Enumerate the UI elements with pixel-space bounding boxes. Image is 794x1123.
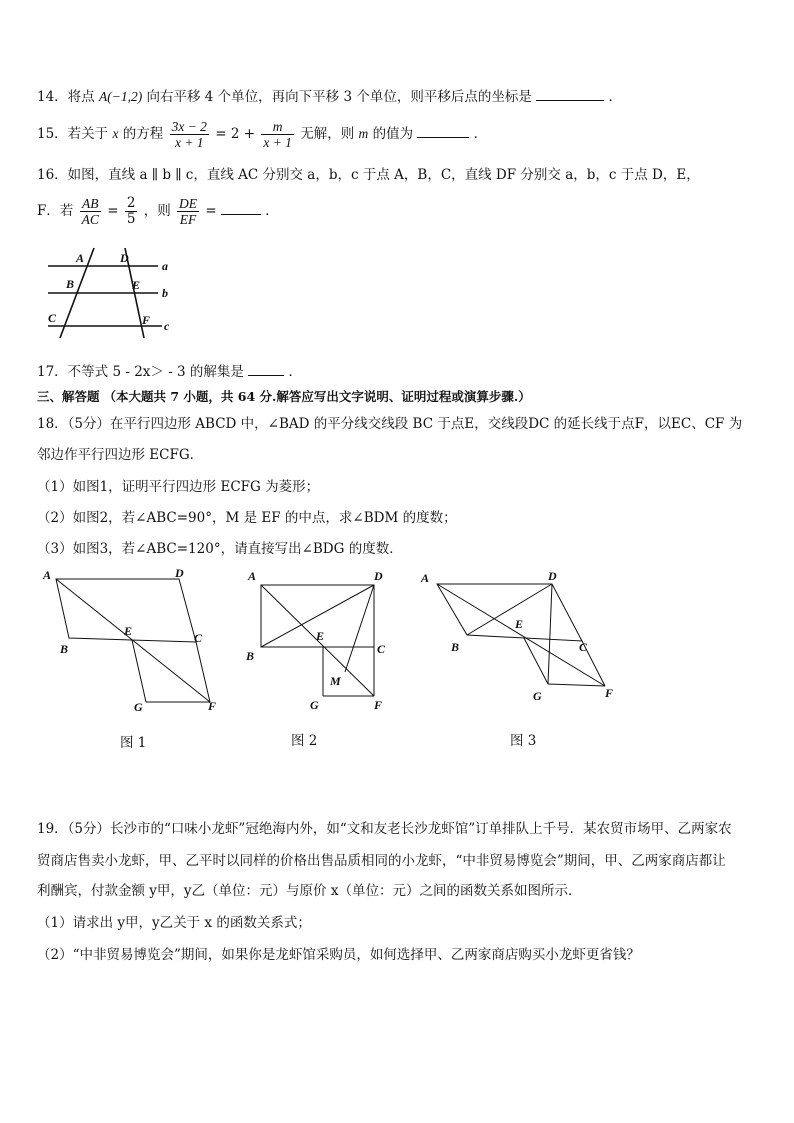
parallelogram-abcd	[437, 584, 582, 641]
segment-af	[56, 579, 210, 702]
q16-fraction-2	[125, 196, 138, 227]
question-19-line-2: 贸商店售卖小龙虾，甲、乙平时以同样的价格出售品质相同的小龙虾，“中非贸易博览会”期间，甲、乙两家商店都让	[37, 853, 726, 869]
question-19-line-3: 利酬宾，付款金额 y甲，y乙（单位：元）与原价 x（单位：元）之间的函数关系如图所示．	[37, 883, 582, 899]
question-19-part-2: （2）“中非贸易博览会”期间，如果你是龙虾馆采购员，如何选择甲、乙两家商店购买小龙虾更省钱？	[37, 947, 640, 963]
label-D: D	[120, 251, 129, 265]
label-B: B	[66, 277, 75, 291]
label-c: c	[164, 319, 170, 333]
q17-answer-blank[interactable]	[248, 363, 284, 376]
question-18-part-2: （2）如图2，若∠ABC=90°，M 是 EF 的中点，求∠BDM 的度数；	[37, 510, 457, 526]
q15-var-x: x	[112, 126, 119, 141]
q14-point: A(−1,2)	[98, 89, 143, 104]
fig3-label-F: F	[605, 686, 614, 700]
q16-eq: =	[107, 203, 119, 219]
q15-text-a: 15．若关于	[37, 126, 109, 142]
q15-fraction-1	[170, 119, 209, 150]
q18-figure-3	[415, 565, 630, 715]
fig3-label-C: C	[579, 640, 588, 654]
section-3-prefix: 三、解答题	[37, 389, 100, 404]
q15-text-b: 的方程	[122, 126, 164, 142]
segment-af	[437, 584, 605, 686]
question-16-line-1: 16．如图，直线 a ∥ b ∥ c，直线 AC 分别交 a，b，c 于点 A，B，C，直线 DF 分别交 a，b，c 于点 D，E，	[37, 167, 700, 183]
fig1-label-D: D	[175, 566, 184, 580]
q15-answer-blank[interactable]	[417, 125, 469, 138]
fig3-label-B: B	[451, 640, 460, 654]
fig2-label-D: D	[374, 569, 383, 583]
question-14	[37, 88, 622, 106]
q15-fraction-2	[261, 119, 294, 150]
fig2-label-F: F	[374, 698, 383, 712]
q16-fraction-1	[80, 196, 101, 227]
segment-dg	[548, 584, 552, 684]
label-b: b	[162, 286, 168, 300]
fig1-label-F: F	[208, 699, 217, 713]
fig2-label-M: M	[330, 674, 341, 688]
q16-end: ．	[265, 203, 279, 219]
q16-answer-blank[interactable]	[221, 202, 261, 215]
fig3-label-A: A	[421, 571, 430, 585]
label-F: F	[142, 313, 151, 327]
question-19-part-1: （1）请求出 y甲，y乙关于 x 的函数关系式；	[37, 915, 311, 931]
fig2-label-C: C	[377, 642, 386, 656]
fig2-caption: 图 2	[291, 733, 318, 749]
q17-text: 17．不等式 5 - 2x＞ - 3 的解集是	[37, 364, 244, 380]
q16-frac3-num: DE	[179, 196, 198, 211]
label-C: C	[48, 311, 57, 325]
q16-frac2-den: 5	[126, 211, 136, 227]
fig2-label-B: B	[246, 649, 255, 663]
question-19-line-1: 19．（5分）长沙市的“口味小龙虾”冠绝海内外，如“文和友老长沙龙虾馆”订单排队上千号．某农贸市场甲、乙两家农	[37, 821, 732, 837]
segment-eg	[524, 638, 548, 684]
fig1-label-A: A	[43, 568, 52, 582]
question-17	[37, 363, 302, 381]
question-18-part-3: （3）如图3，若∠ABC=120°，请直接写出∠BDG 的度数．	[37, 541, 403, 557]
fig1-label-C: C	[194, 631, 203, 645]
section-3-detail: （本大题共 7 小题，共 64 分.解答应写出文字说明、证明过程或演算步骤.）	[103, 389, 531, 404]
q15-text-c: 无解，则	[300, 126, 355, 142]
fig3-label-G: G	[533, 689, 542, 703]
question-16-line-2	[37, 196, 279, 227]
question-15	[37, 119, 487, 150]
q18-figure-2	[240, 565, 400, 715]
segment-gf	[548, 684, 605, 686]
label-E: E	[132, 278, 141, 292]
q16-figure	[40, 246, 180, 338]
question-18-part-1: （1）如图1，证明平行四边形 ECFG 为菱形；	[37, 479, 320, 495]
q16-text-c: =	[205, 203, 217, 219]
q15-mid: = 2 +	[215, 126, 256, 142]
q15-frac2-num: m	[261, 119, 294, 135]
fig3-caption: 图 3	[510, 733, 537, 749]
q16-frac3-den: EF	[179, 212, 197, 227]
fig1-label-B: B	[60, 642, 69, 656]
fig2-label-E: E	[316, 629, 325, 643]
q16-frac1-num: AB	[80, 196, 101, 212]
q16-fraction-3	[177, 196, 199, 227]
q18-figure-1	[38, 565, 223, 715]
q14-text-b: 向右平移 4 个单位，再向下平移 3 个单位，则平移后点的坐标是	[146, 89, 532, 105]
q16-frac2-num: 2	[126, 195, 136, 211]
section-3-heading	[37, 388, 531, 406]
q17-end: ．	[288, 364, 303, 380]
fig3-label-D: D	[548, 569, 557, 583]
q14-answer-blank[interactable]	[536, 88, 604, 101]
fig2-label-A: A	[248, 569, 257, 583]
question-18-line-1: 18．（5分）在平行四边形 ABCD 中，∠BAD 的平分线交线段 BC 于点E，交线段DC 的延长线于点F，以EC、CF 为	[37, 416, 743, 432]
q15-var-m: m	[358, 126, 369, 141]
label-A: A	[76, 251, 85, 265]
q14-end: ．	[608, 89, 622, 105]
q16-text-a: F．若	[37, 203, 74, 219]
q15-frac1-num: 3x − 2	[171, 119, 207, 134]
fig1-label-G: G	[134, 700, 143, 714]
q16-text-b: ，则	[143, 203, 171, 219]
q16-frac1-den: AC	[81, 212, 99, 227]
fig1-caption: 图 1	[120, 735, 147, 751]
question-18-line-2: 邻边作平行四边形 ECFG．	[37, 447, 204, 463]
fig3-label-E: E	[515, 617, 524, 631]
q14-text-a: 14．将点	[37, 89, 95, 105]
q15-end: ．	[473, 126, 488, 142]
fig2-label-G: G	[310, 698, 319, 712]
q15-frac2-den: x + 1	[263, 135, 292, 150]
label-a: a	[162, 259, 168, 273]
q15-frac1-den: x + 1	[174, 135, 204, 150]
q15-text-d: 的值为	[372, 126, 414, 142]
fig1-label-E: E	[124, 624, 133, 638]
